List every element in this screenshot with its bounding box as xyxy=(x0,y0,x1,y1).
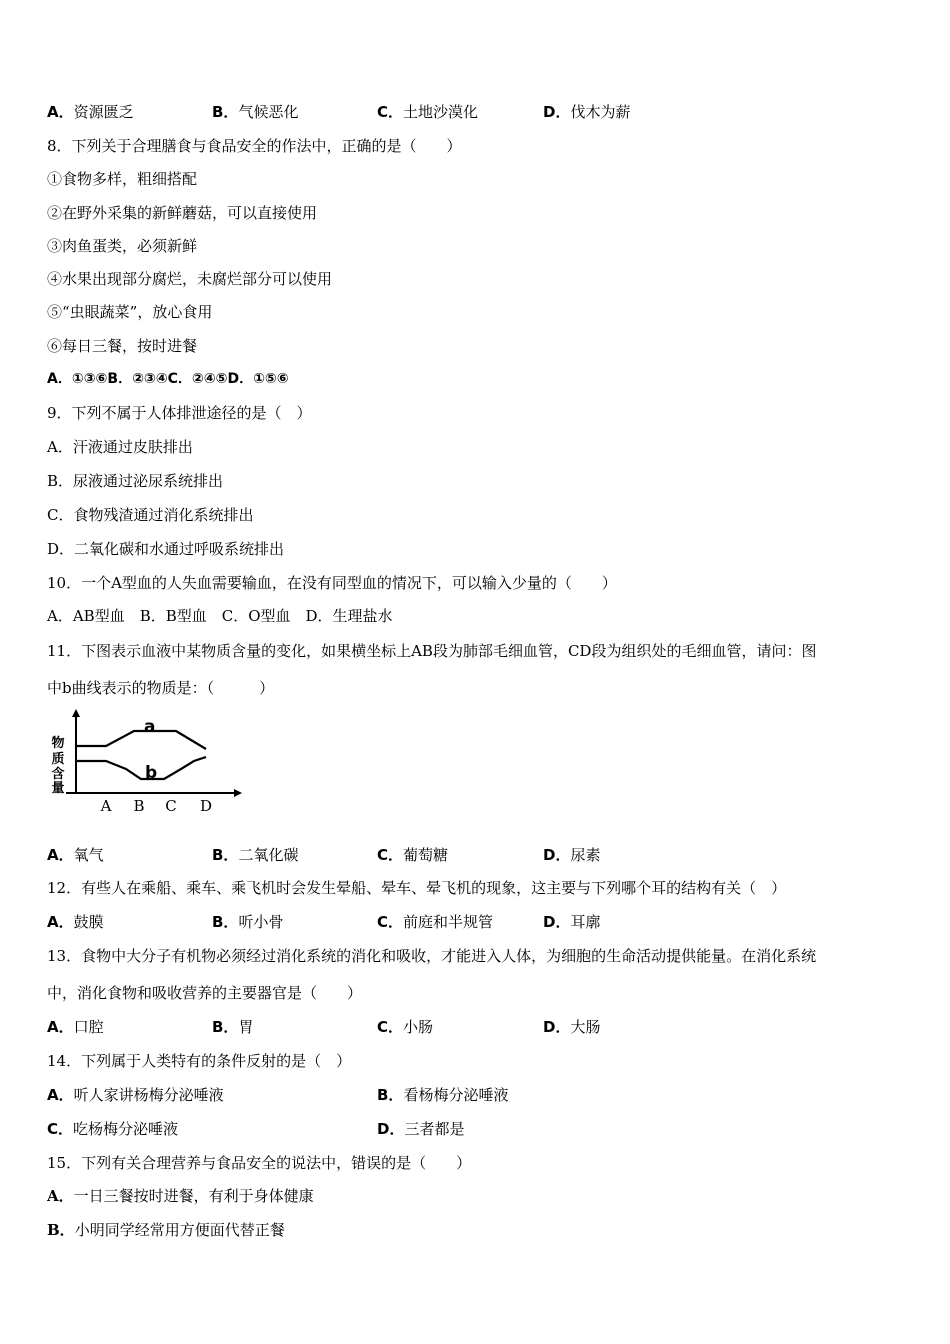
curve-b-label: b xyxy=(145,763,158,783)
y-axis-arrow xyxy=(72,709,80,717)
q7-option-a[interactable]: A．资源匮乏 xyxy=(47,103,134,121)
q11-figure xyxy=(46,707,246,825)
y-label-1: 物 xyxy=(51,736,65,751)
q11-option-c[interactable]: C．葡萄糖 xyxy=(377,846,449,864)
q9-option-b[interactable]: B．尿液通过泌尿系统排出 xyxy=(47,472,224,490)
q13-option-c[interactable]: C．小肠 xyxy=(377,1018,434,1036)
q9-option-d[interactable]: D．二氧化碳和水通过呼吸系统排出 xyxy=(47,540,285,558)
q11-option-a[interactable]: A．氧气 xyxy=(47,846,104,864)
q10-stem: 10．一个A型血的人失血需要输血，在没有同型血的情况下，可以输入少量的（ ） xyxy=(47,574,617,592)
q13-option-d[interactable]: D．大肠 xyxy=(543,1018,601,1036)
q14-option-d[interactable]: D．三者都是 xyxy=(377,1120,465,1138)
q11-stem-line2: 中b曲线表示的物质是：（ ） xyxy=(47,679,275,697)
q13-option-b[interactable]: B．胃 xyxy=(212,1018,254,1036)
q12-option-b[interactable]: B．听小骨 xyxy=(212,913,284,931)
q8-options[interactable]: A．①③⑥B．②③④C．②④⑤D．①⑤⑥ xyxy=(47,371,289,387)
q12-option-c[interactable]: C．前庭和半规管 xyxy=(377,913,494,931)
y-label-4: 量 xyxy=(51,781,65,796)
y-label-3: 含 xyxy=(51,767,65,782)
q12-option-a[interactable]: A．鼓膜 xyxy=(47,913,104,931)
q13-stem-line1: 13．食物中大分子有机物必须经过消化系统的消化和吸收，才能进入人体，为细胞的生命活动提供能量。在消化系统 xyxy=(47,947,817,965)
q14-stem: 14．下列属于人类特有的条件反射的是（ ） xyxy=(47,1052,352,1070)
q8-item-3: ③肉鱼蛋类，必须新鲜 xyxy=(47,237,198,255)
x-axis-arrow xyxy=(234,789,242,797)
q9-option-c[interactable]: C．食物残渣通过消化系统排出 xyxy=(47,506,254,524)
q8-item-1: ①食物多样，粗细搭配 xyxy=(47,170,198,188)
tick-b: B xyxy=(133,797,145,815)
curve-a xyxy=(76,731,206,749)
q15-option-a[interactable]: A．一日三餐按时进餐，有利于身体健康 xyxy=(47,1187,314,1205)
q13-option-a[interactable]: A．口腔 xyxy=(47,1018,104,1036)
q12-stem: 12．有些人在乘船、乘车、乘飞机时会发生晕船、晕车、晕飞机的现象，这主要与下列哪个耳的结构有关（ ） xyxy=(47,879,787,897)
q8-item-5: ⑤“虫眼蔬菜”，放心食用 xyxy=(47,303,213,321)
substance-curve-graph xyxy=(46,707,246,825)
tick-c: C xyxy=(165,797,177,815)
q11-stem-line1: 11．下图表示血液中某物质含量的变化，如果横坐标上AB段为肺部毛细血管，CD段为组织处的毛细血管，请问：图 xyxy=(47,642,817,660)
q15-option-b[interactable]: B．小明同学经常用方便面代替正餐 xyxy=(47,1221,285,1239)
q7-option-d[interactable]: D．伐木为薪 xyxy=(543,103,631,121)
q14-option-a[interactable]: A．听人家讲杨梅分泌唾液 xyxy=(47,1086,224,1104)
q8-item-6: ⑥每日三餐，按时进餐 xyxy=(47,337,198,355)
q10-options[interactable]: A．AB型血 B．B型血 C．O型血 D．生理盐水 xyxy=(47,607,393,625)
q14-option-c[interactable]: C．吃杨梅分泌唾液 xyxy=(47,1120,179,1138)
y-label-2: 质 xyxy=(51,752,65,767)
q15-stem: 15．下列有关合理营养与食品安全的说法中，错误的是（ ） xyxy=(47,1154,472,1172)
curve-a-label: a xyxy=(144,717,156,737)
q8-item-2: ②在野外采集的新鲜蘑菇，可以直接使用 xyxy=(47,204,318,222)
tick-d: D xyxy=(199,797,213,815)
q9-stem: 9．下列不属于人体排泄途径的是（ ） xyxy=(47,404,312,422)
q13-stem-line2: 中，消化食物和吸收营养的主要器官是（ ） xyxy=(47,984,363,1002)
tick-a: A xyxy=(100,797,112,815)
q11-option-b[interactable]: B．二氧化碳 xyxy=(212,846,299,864)
q12-option-d[interactable]: D．耳廓 xyxy=(543,913,601,931)
q7-option-c[interactable]: C．土地沙漠化 xyxy=(377,103,479,121)
q9-option-a[interactable]: A．汗液通过皮肤排出 xyxy=(47,438,193,456)
q8-item-4: ④水果出现部分腐烂，未腐烂部分可以使用 xyxy=(47,270,333,288)
q8-stem: 8．下列关于合理膳食与食品安全的作法中，正确的是（ ） xyxy=(47,137,462,155)
q14-option-b[interactable]: B．看杨梅分泌唾液 xyxy=(377,1086,509,1104)
q7-option-b[interactable]: B．气候恶化 xyxy=(212,103,299,121)
q11-option-d[interactable]: D．尿素 xyxy=(543,846,601,864)
curve-b xyxy=(76,757,206,779)
